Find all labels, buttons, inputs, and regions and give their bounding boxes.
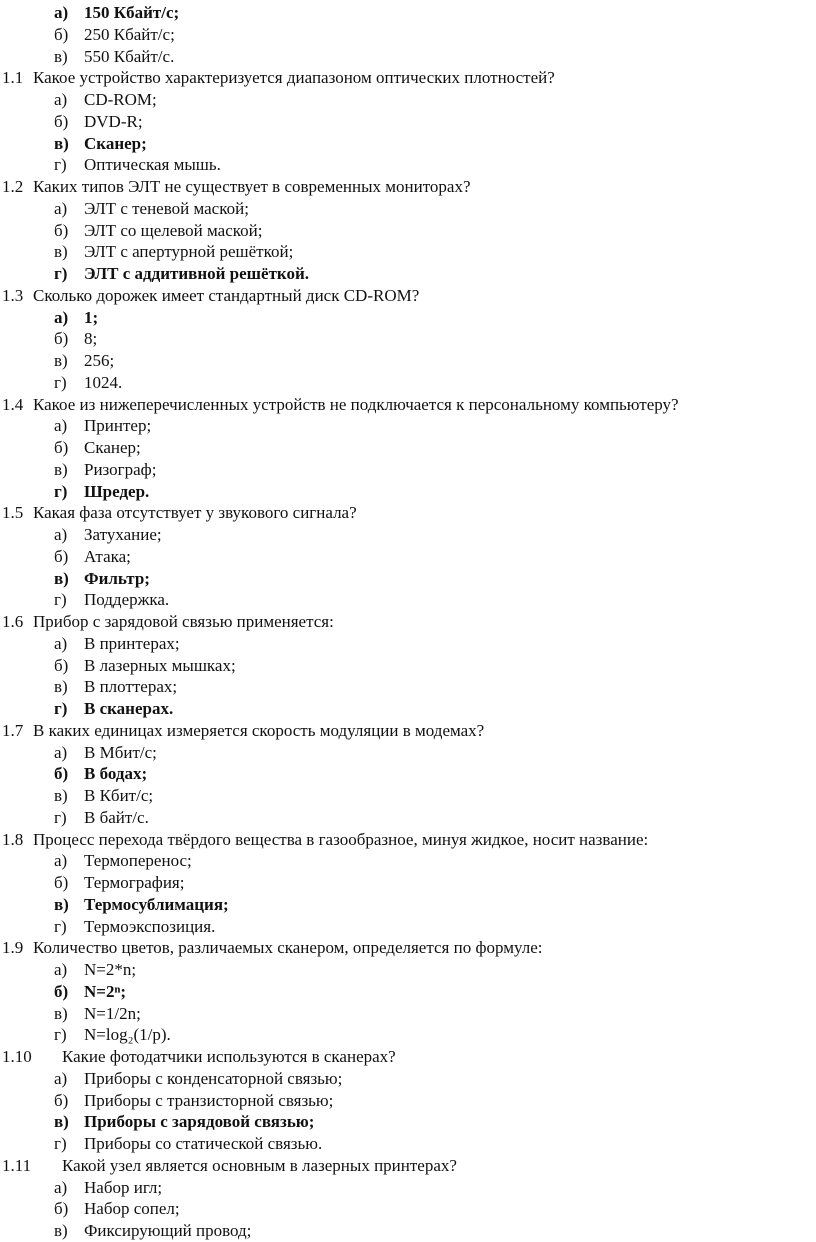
option-letter: а) [54,307,69,327]
option-text: CD-ROM; [84,90,157,109]
option-text: N=2ⁿ; [84,981,127,1001]
question-number: 1.10 [2,1047,32,1066]
option-text: Приборы с зарядовой связью; [84,1112,315,1132]
option-text: В бодах; [84,764,148,784]
option-letter: б) [54,873,69,892]
option-text: В Кбит/с; [84,786,154,805]
option-letter: б) [54,1090,69,1110]
question-text: Какой узел является основным в лазерных принтерах? [62,1155,457,1175]
option-letter: а) [54,851,68,871]
question-number: 1.3 [2,285,24,305]
question-number: 1.9 [2,938,24,958]
option-text: ЭЛТ с апертурной решёткой; [84,242,294,262]
option-text: Термография; [84,873,185,892]
option-letter: б) [54,111,69,131]
option-letter: в) [54,133,69,153]
option-text: Фиксирующий провод; [84,1221,252,1240]
option-text: Сканер; [84,438,141,457]
question-text: Какое устройство характеризуется диапазоном оптических плотностей? [33,68,555,88]
option-letter: а) [54,1068,68,1088]
option-letter: в) [54,786,68,805]
option-text: Оптическая мышь. [84,155,221,175]
option-letter: б) [54,329,69,349]
option-letter: а) [54,90,68,109]
option-letter: в) [54,1221,68,1240]
option-text: Термоперенос; [84,851,192,871]
option-text: 1; [84,307,99,327]
option-letter: в) [54,351,68,370]
option-letter: б) [54,220,69,240]
option-text: N=log₂(1/p). [84,1025,171,1045]
option-letter: б) [54,1199,69,1219]
option-text: В принтерах; [84,633,180,653]
option-text: 8; [84,329,98,349]
question-text: Какие фотодатчики используются в сканерах? [62,1047,396,1066]
option-letter: а) [54,1177,68,1197]
option-text: В сканерах. [84,699,174,718]
option-text: Сканер; [84,133,147,153]
option-text: N=1/2n; [84,1003,141,1023]
option-letter: б) [54,655,69,675]
question-number: 1.11 [2,1155,32,1175]
option-text: Набор сопел; [84,1199,180,1219]
question-text: В каких единицах измеряется скорость модуляции в модемах? [33,720,485,740]
option-text: 1024. [84,372,123,392]
option-letter: в) [54,894,69,914]
option-letter: г) [54,372,67,392]
question-text: Какая фаза отсутствует у звукового сигнала? [33,503,357,523]
question-number: 1.8 [2,829,24,849]
question-text: Количество цветов, различаемых сканером, определяется по формуле: [33,938,543,958]
question-number: 1.1 [2,68,24,88]
option-text: Ризограф; [84,459,157,479]
option-letter: а) [54,633,68,653]
option-text: В плоттерах; [84,677,178,697]
question-number: 1.2 [2,177,24,196]
option-text: Принтер; [84,416,152,436]
option-letter: б) [54,546,69,566]
option-text: Затухание; [84,525,162,544]
option-text: Термосублимация; [84,894,229,914]
option-letter: а) [54,198,68,218]
option-letter: в) [54,1112,69,1132]
question-number: 1.7 [2,720,24,740]
option-letter: в) [54,242,68,262]
option-text: Набор игл; [84,1177,163,1197]
option-letter: в) [54,677,68,697]
option-text: N=2*n; [84,960,137,979]
option-letter: б) [54,981,69,1001]
option-text: 256; [84,351,115,370]
option-text: 250 Кбайт/с; [84,24,175,44]
option-text: Приборы со статической связью. [84,1134,323,1153]
option-text: ЭЛТ с теневой маской; [84,198,249,218]
option-text: ЭЛТ со щелевой маской; [84,220,263,240]
option-letter: г) [54,481,68,501]
question-text: Прибор с зарядовой связью применяется: [33,612,334,631]
option-letter: г) [54,699,68,718]
option-text: В Мбит/с; [84,742,157,762]
option-letter: а) [54,416,68,436]
option-text: В лазерных мышках; [84,655,236,675]
option-letter: г) [54,590,67,610]
option-text: 150 Кбайт/с; [84,3,180,22]
question-number: 1.4 [2,394,24,414]
option-text: Фильтр; [84,568,150,588]
option-letter: в) [54,1003,68,1023]
question-text: Сколько дорожек имеет стандартный диск CD-ROM? [33,285,420,305]
option-text: Поддержка. [84,590,170,610]
option-letter: а) [54,3,69,22]
question-number: 1.6 [2,612,24,631]
option-letter: г) [54,1134,67,1153]
option-letter: г) [54,155,67,175]
option-letter: г) [54,807,67,827]
option-text: DVD-R; [84,111,143,131]
option-letter: г) [54,1025,67,1045]
option-letter: в) [54,46,68,66]
option-letter: а) [54,525,68,544]
option-text: 550 Кбайт/с. [84,46,175,66]
option-letter: б) [54,764,69,784]
option-letter: а) [54,960,68,979]
option-text: Приборы с конденсаторной связью; [84,1068,343,1088]
option-text: ЭЛТ с аддитивной решёткой. [84,264,310,283]
option-letter: г) [54,264,68,283]
option-letter: г) [54,916,67,936]
option-text: Шредер. [84,481,150,501]
option-letter: в) [54,568,69,588]
option-text: Атака; [84,546,131,566]
option-letter: в) [54,459,68,479]
option-text: Термоэкспозиция. [84,916,216,936]
option-letter: б) [54,438,69,457]
option-text: В байт/с. [84,807,149,827]
question-text: Какое из нижеперечисленных устройств не подключается к персональному компьютеру? [33,394,679,414]
question-number: 1.5 [2,503,24,523]
question-text: Каких типов ЭЛТ не существует в современных мониторах? [33,177,471,196]
option-letter: а) [54,742,68,762]
question-text: Процесс перехода твёрдого вещества в газообразное, минуя жидкое, носит название: [33,829,649,849]
option-letter: б) [54,24,69,44]
option-text: Приборы с транзисторной связью; [84,1090,334,1110]
